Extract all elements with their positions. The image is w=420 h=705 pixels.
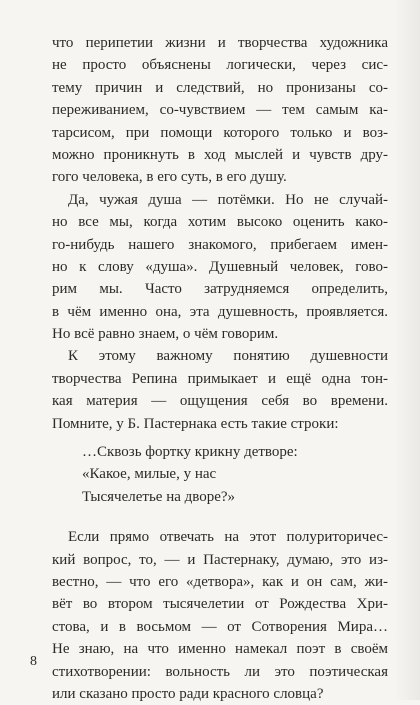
text-line: в чём именно она, эта душевность, проявляется. (52, 303, 388, 320)
text-line: вестно, — что его «детвора», как и он сам, жи- (52, 573, 388, 590)
text-line: кий вопрос, то, — и Пастернаку, думаю, это из- (52, 551, 388, 568)
text-line: не просто объяснены логически, через сис- (52, 57, 388, 74)
text-line: Если прямо отвечать на этот полуриторичес- (68, 529, 388, 546)
text-line: Но всё равно знаем, о чём говорим. (52, 326, 279, 343)
page-number: 8 (30, 654, 37, 669)
text-line: го-нибудь нашего знакомого, прибегаем имен- (52, 236, 388, 253)
text-line: но все мы, когда хотим высоко оценить како- (52, 214, 388, 231)
verse-quote (52, 441, 388, 508)
paragraph-3 (52, 345, 388, 435)
text-line: тарсисом, при помощи которого только и воз- (52, 124, 388, 141)
text-line: но к слову «душа». Душевный человек, гово- (52, 258, 388, 275)
text-line: можно проникнуть в ход мыслей и чувств дру- (52, 146, 388, 163)
paragraph-4 (52, 526, 388, 705)
text-line: тему причин и следствий, но пронизаны со- (52, 79, 388, 96)
verse-line: «Какое, милые, у нас (82, 466, 217, 483)
text-line: гого человека, в его суть, в его душу. (52, 169, 287, 186)
text-line: что перипетии жизни и творчества художника (52, 35, 388, 51)
body-text (52, 32, 388, 705)
text-line: рим мы. Часто затрудняемся определить, (52, 281, 388, 298)
text-line: Не знаю, на что именно намекал поэт в своём (52, 641, 388, 658)
page-edge-shadow (394, 0, 420, 700)
text-line: кая материя — ощущения себя во времени. (52, 393, 388, 410)
text-line: вёт во втором тысячелетии от Рождества Хри- (52, 596, 388, 613)
text-line: Да, чужая душа — потёмки. Но не случай- (68, 191, 388, 208)
text-line: или сказано просто ради красного словца? (52, 685, 324, 702)
text-line: К этому важному понятию душевности (68, 348, 388, 365)
text-line: творчества Репина примыкает и ещё одна тон- (52, 370, 388, 387)
text-line: переживанием, со-чувствием — тем самым ка- (52, 102, 388, 119)
paragraph-1 (52, 32, 388, 189)
verse-line: …Сквозь фортку крикну детворе: (82, 444, 298, 461)
text-line: Помните, у Б. Пастернака есть такие строки: (52, 415, 339, 432)
paragraph-2 (52, 189, 388, 346)
text-line: стихотворении: вольность ли это поэтическая (52, 663, 388, 680)
spacer (52, 508, 388, 526)
verse-line: Тысячелетье на дворе?» (82, 488, 236, 505)
text-line: стова, и в восьмом — от Сотворения Мира… (52, 618, 388, 635)
